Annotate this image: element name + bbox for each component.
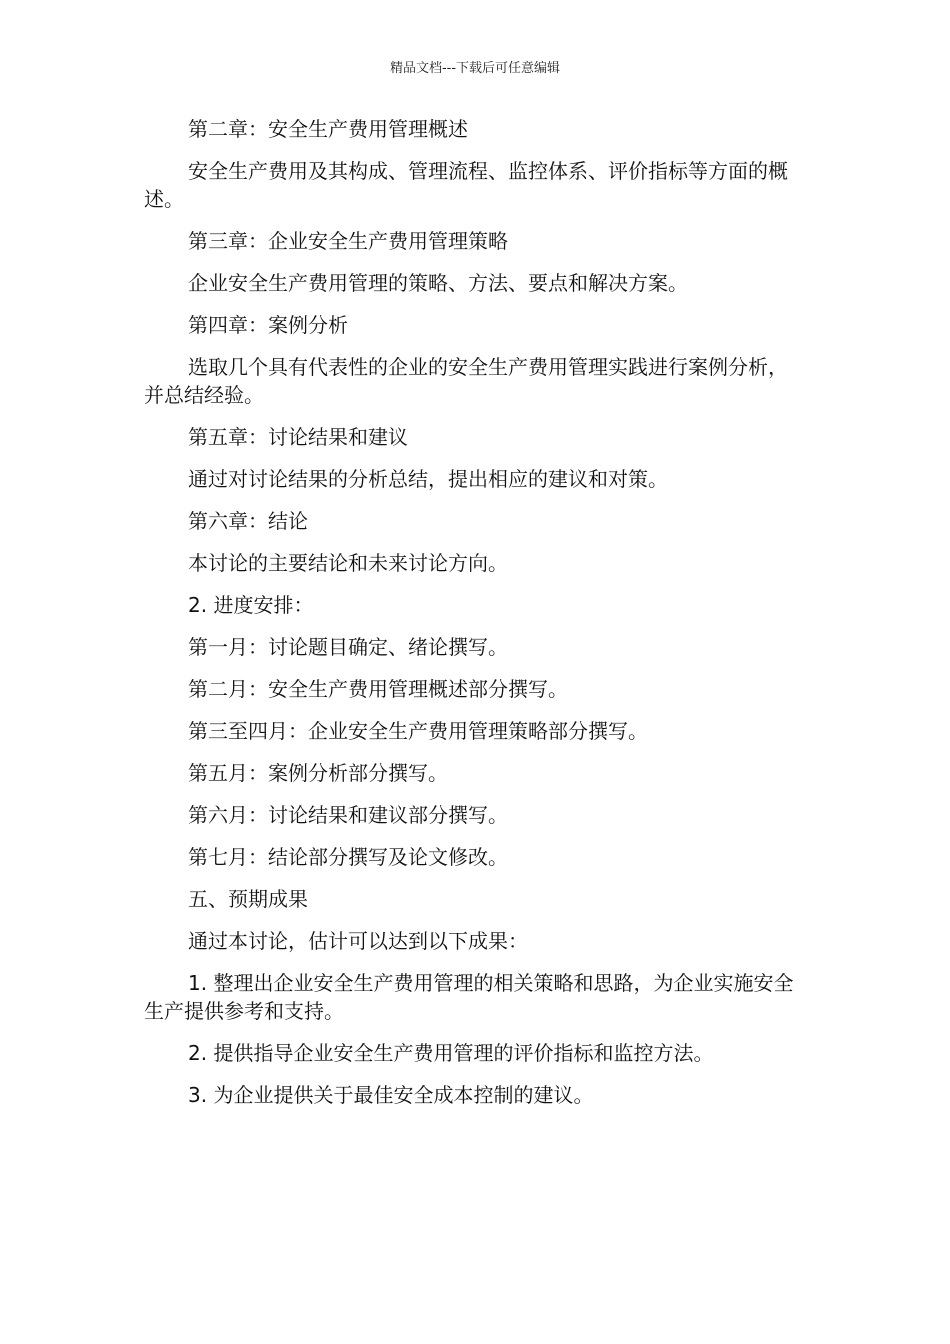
schedule-item: 第二月：安全生产费用管理概述部分撰写。 <box>188 677 568 701</box>
schedule-item: 第五月：案例分析部分撰写。 <box>188 761 448 785</box>
expected-result-item: 2. 提供指导企业安全生产费用管理的评价指标和监控方法。 <box>188 1041 714 1065</box>
chapter-2-description: 安全生产费用及其构成、管理流程、监控体系、评价指标等方面的概述。 <box>144 159 788 211</box>
schedule-item: 第七月：结论部分撰写及论文修改。 <box>188 845 508 869</box>
expected-result-item: 1. 整理出企业安全生产费用管理的相关策略和思路，为企业实施安全生产提供参考和支持。 <box>144 971 794 1023</box>
schedule-item: 第一月：讨论题目确定、绪论撰写。 <box>188 635 508 659</box>
schedule-item: 第三至四月：企业安全生产费用管理策略部分撰写。 <box>188 719 648 743</box>
page-header: 精品文档---下载后可任意编辑 <box>389 61 561 76</box>
expected-results-intro: 通过本讨论，估计可以达到以下成果： <box>188 929 528 953</box>
chapter-6-heading: 第六章：结论 <box>188 509 308 533</box>
schedule-item: 第六月：讨论结果和建议部分撰写。 <box>188 803 508 827</box>
chapter-4-description: 选取几个具有代表性的企业的安全生产费用管理实践进行案例分析，并总结经验。 <box>144 355 788 407</box>
expected-result-item: 3. 为企业提供关于最佳安全成本控制的建议。 <box>188 1083 594 1107</box>
chapter-4-heading: 第四章：案例分析 <box>188 313 348 337</box>
chapter-2-heading: 第二章：安全生产费用管理概述 <box>188 117 468 141</box>
document-body <box>144 115 804 1123</box>
chapter-3-description: 企业安全生产费用管理的策略、方法、要点和解决方案。 <box>188 271 688 295</box>
chapter-5-description: 通过对讨论结果的分析总结，提出相应的建议和对策。 <box>188 467 668 491</box>
expected-results-heading: 五、预期成果 <box>188 887 308 911</box>
chapter-6-description: 本讨论的主要结论和未来讨论方向。 <box>188 551 508 575</box>
chapter-5-heading: 第五章：讨论结果和建议 <box>188 425 408 449</box>
schedule-heading: 2. 进度安排： <box>188 593 314 617</box>
chapter-3-heading: 第三章：企业安全生产费用管理策略 <box>188 229 508 253</box>
